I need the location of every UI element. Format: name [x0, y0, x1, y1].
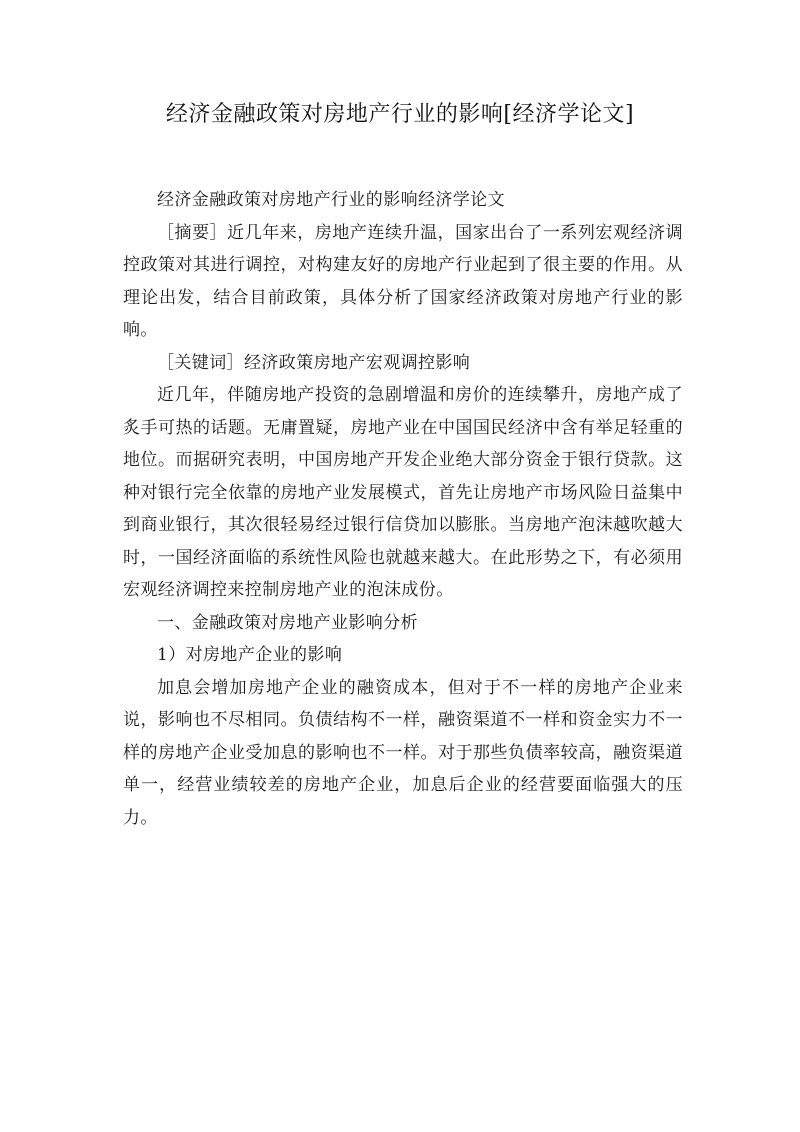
intro-paragraph: 近几年，伴随房地产投资的急剧增温和房价的连续攀升，房地产成了炙手可热的话题。无庸置疑，房地产业在中国国民经济中含有举足轻重的地位。而据研究表明，中国房地产开发企业绝大部分资金于银行贷款。这种对银行完全依靠的房地产业发展模式，首先让房地产市场风险日益集中到商业银行，其次很轻易经过银行信贷加以膨胀。当房地产泡沫越吹越大时，一国经济面临的系统性风险也就越来越大。在此形势之下，有必须用宏观经济调控来控制房地产业的泡沫成份。: [123, 385, 683, 600]
body-paragraph: 加息会增加房地产企业的融资成本，但对于不一样的房地产企业来说，影响也不尽相同。负债结构不一样，融资渠道不一样和资金实力不一样的房地产企业受加息的影响也不一样。对于那些负债率较高，融资渠道单一，经营业绩较差的房地产企业，加息后企业的经营要面临强大的压力。: [123, 677, 683, 828]
document-body: [123, 184, 683, 834]
section-heading: 一、金融政策对房地产业影响分析: [157, 612, 418, 633]
subsection-heading: 1）对房地产企业的影响: [157, 645, 343, 665]
subtitle-paragraph: 经济金融政策对房地产行业的影响经济学论文: [157, 190, 505, 210]
abstract-paragraph: ［摘要］近几年来，房地产连续升温，国家出台了一系列宏观经济调控政策对其进行调控，对构建友好的房地产行业起到了很主要的作用。从理论出发，结合目前政策，具体分析了国家经济政策对房地产行业的影响。: [123, 222, 683, 340]
document-title: 经济金融政策对房地产行业的影响[经济学论文]: [165, 102, 635, 127]
keywords-paragraph: ［关键词］经济政策房地产宏观调控影响: [157, 352, 471, 373]
